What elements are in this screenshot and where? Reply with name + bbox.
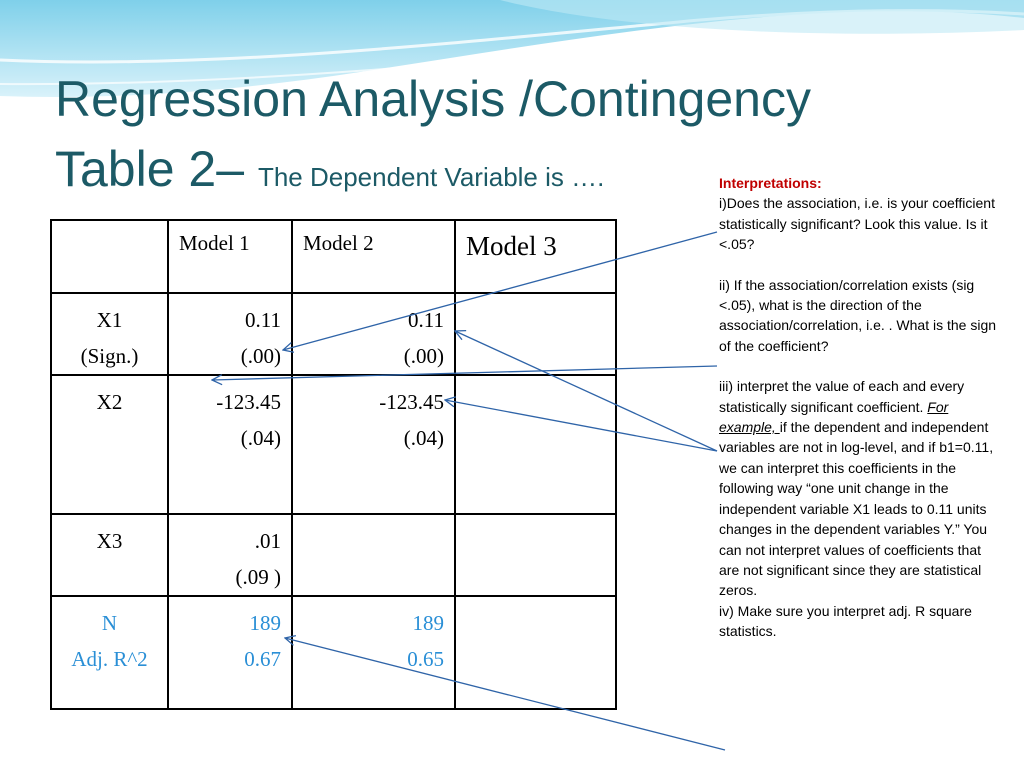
page-title	[55, 64, 811, 212]
note-ii: ii) If the association/correlation exists (sig <.05), what is the direction of the association/correlation, i.e. . What is the sign of the coefficient?	[719, 276, 997, 354]
row-label-x1: X1 (Sign.)	[51, 293, 168, 375]
cell-x3-model-2	[292, 514, 455, 596]
note-i: i)Does the association, i.e. is your coefficient statistically significant? Look this value. Is it <.05?	[719, 195, 995, 253]
header-model-2: Model 2	[292, 220, 455, 293]
title-line-1: Regression Analysis /Contingency	[55, 71, 811, 127]
cell-x3-model-1: .01 (.09 )	[168, 514, 292, 596]
header-empty-cell	[51, 220, 168, 293]
row-label-stats: N Adj. R^2	[51, 596, 168, 709]
header-model-3: Model 3	[455, 220, 616, 293]
table-row-stats	[51, 596, 616, 709]
note-iii-example: For example,	[719, 398, 949, 436]
cell-x2-model-2: -123.45 (.04)	[292, 375, 455, 514]
interpretation-notes	[719, 173, 999, 642]
cell-x1-model-1: 0.11 (.00)	[168, 293, 292, 375]
cell-stats-model-1: 189 0.67	[168, 596, 292, 709]
cell-x1-model-2: 0.11 (.00)	[292, 293, 455, 375]
note-iv: iv) Make sure you interpret adj. R square statistics.	[719, 602, 972, 640]
header-model-1: Model 1	[168, 220, 292, 293]
cell-x1-model-3	[455, 293, 616, 375]
row-label-x3: X3	[51, 514, 168, 596]
cell-stats-model-3	[455, 596, 616, 709]
title-subtitle: The Dependent Variable is ….	[257, 162, 605, 192]
cell-stats-model-2: 189 0.65	[292, 596, 455, 709]
row-label-x2: X2	[51, 375, 168, 514]
table-row-x3	[51, 514, 616, 596]
table-header-row	[51, 220, 616, 293]
note-iii: iii) interpret the value of each and every statistically significant coefficient. For example, if the dependent and independent variables are not in log-level, and if b1=0.11, we can interpret this coefficients in the following way “one unit change in the independent variable X1 leads to 0.11 units changes in the dependent variables Y.” You can not interpret values of coefficients that are not significant since they are statistical zeros.	[719, 378, 994, 599]
regression-table	[50, 219, 617, 710]
cell-x2-model-1: -123.45 (.04)	[168, 375, 292, 514]
notes-heading: Interpretations:	[719, 175, 822, 191]
table-row-x1	[51, 293, 616, 375]
title-line-2: Table 2–	[55, 141, 245, 197]
table-row-x2	[51, 375, 616, 514]
cell-x2-model-3	[455, 375, 616, 514]
cell-x3-model-3	[455, 514, 616, 596]
